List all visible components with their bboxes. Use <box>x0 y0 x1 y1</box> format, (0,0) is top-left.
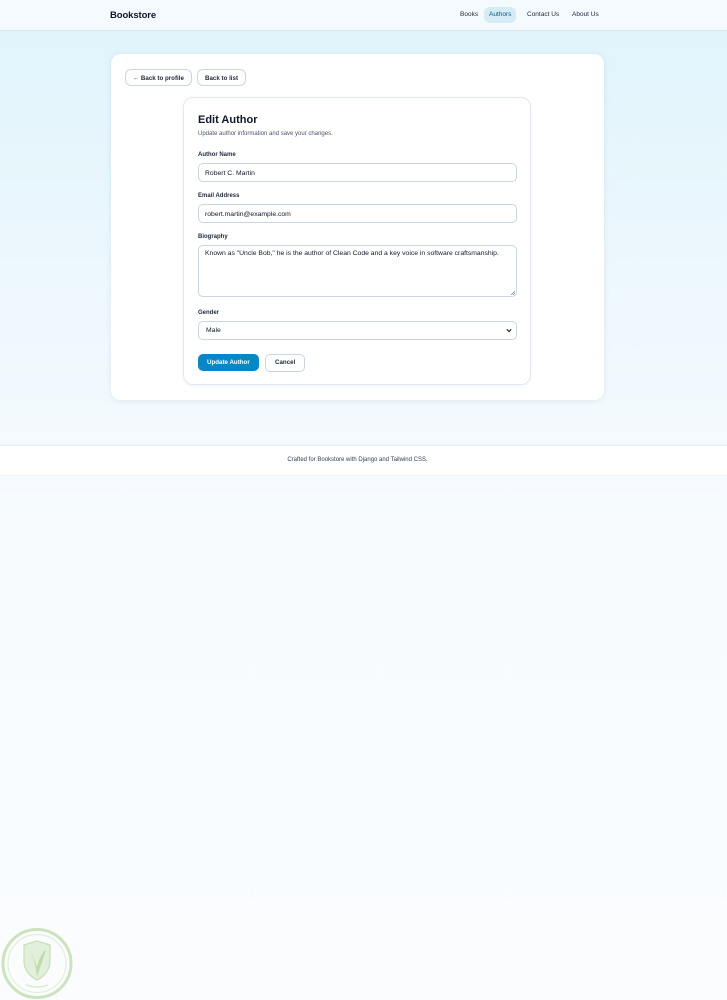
author-name-input[interactable]: Robert C. Martin <box>198 163 517 182</box>
update-author-button[interactable]: Update Author <box>198 354 259 371</box>
back-to-profile-button[interactable]: ← Back to profile <box>125 69 192 86</box>
footer-text: Crafted for Bookstore with Django and Tailwind CSS. <box>287 457 428 463</box>
top-navbar <box>0 0 727 31</box>
nav-item-contact-us[interactable]: Contact Us <box>527 11 560 18</box>
biography-textarea[interactable] <box>198 245 517 297</box>
shield-leaf-logo <box>0 927 74 1000</box>
form-subtitle: Update author information and save your changes. <box>198 131 333 137</box>
gender-select[interactable] <box>198 321 517 340</box>
resize-grip-icon[interactable] <box>510 290 515 295</box>
form-title: Edit Author <box>198 114 258 126</box>
email-label: Email Address <box>198 193 240 199</box>
brand-logo-text[interactable]: Bookstore <box>110 10 157 21</box>
nav-item-about-us[interactable]: About Us <box>572 11 599 18</box>
edit-author-form <box>183 97 531 385</box>
biography-label: Biography <box>198 234 228 240</box>
author-name-label: Author Name <box>198 152 236 158</box>
back-to-list-button[interactable]: Back to list <box>197 69 246 86</box>
nav-item-books[interactable]: Books <box>460 11 479 18</box>
page-footer <box>0 445 727 476</box>
email-input[interactable]: robert.martin@example.com <box>198 204 517 223</box>
main-card <box>111 54 604 400</box>
chevron-down-icon <box>506 328 512 333</box>
gender-label: Gender <box>198 310 220 316</box>
cancel-button[interactable]: Cancel <box>265 354 305 372</box>
nav-item-authors[interactable]: Authors <box>484 7 516 23</box>
biography-text: Known as "Uncle Bob," he is the author of Clean Code and a key voice in software craftsmanship. <box>205 250 499 257</box>
gender-selected-value: Male <box>206 327 221 334</box>
